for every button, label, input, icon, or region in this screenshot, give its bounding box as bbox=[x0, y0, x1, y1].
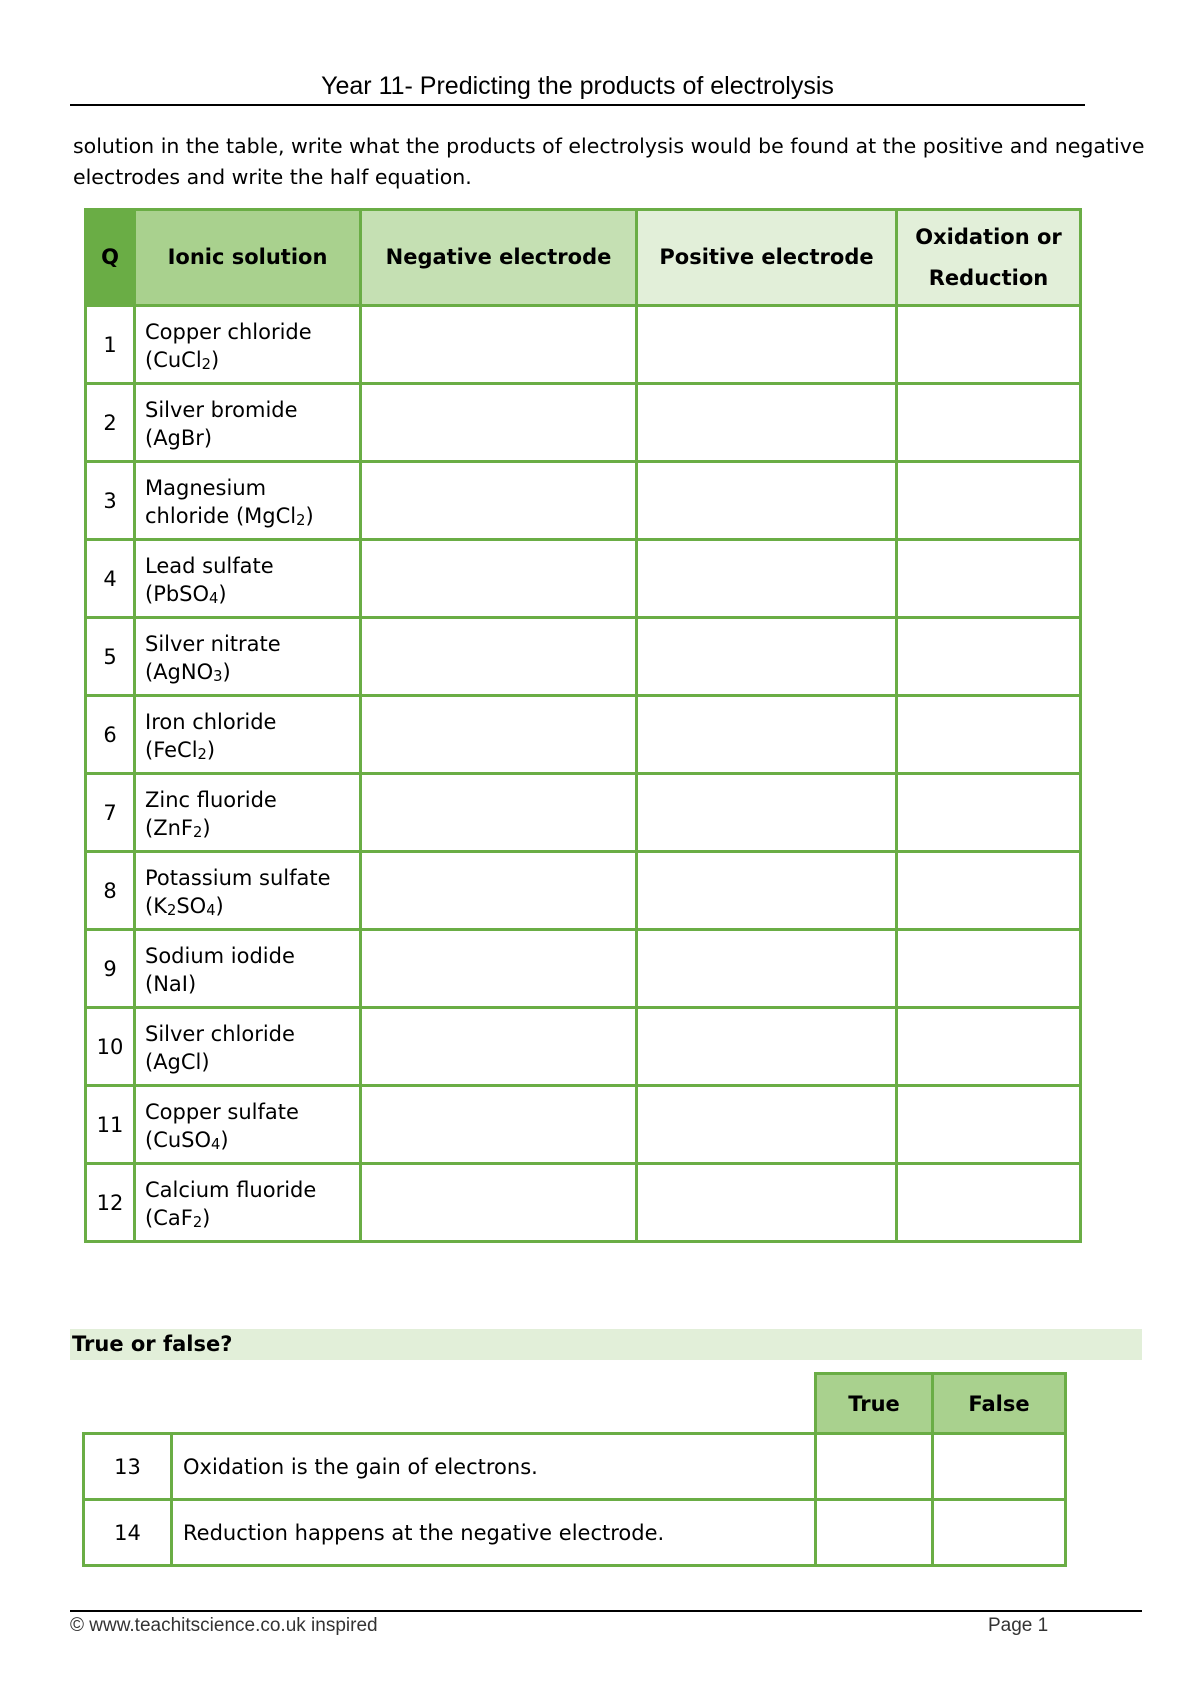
question-number: 9 bbox=[86, 930, 135, 1008]
ionic-solution-formula bbox=[145, 1048, 350, 1076]
tf-header-blank-q bbox=[84, 1374, 172, 1434]
formula-subscript: 4 bbox=[206, 901, 216, 919]
table-row bbox=[86, 774, 1081, 852]
ionic-solution-cell bbox=[135, 1008, 361, 1086]
question-number: 8 bbox=[86, 852, 135, 930]
table-row bbox=[86, 384, 1081, 462]
header-positive-electrode: Positive electrode bbox=[637, 210, 897, 306]
formula-subscript: 2 bbox=[166, 901, 177, 919]
positive-electrode-answer[interactable] bbox=[637, 696, 897, 774]
oxidation-reduction-answer[interactable] bbox=[897, 930, 1081, 1008]
ionic-solution-formula bbox=[145, 970, 350, 998]
compound-name: Silver chloride bbox=[145, 1021, 295, 1046]
question-number: 11 bbox=[86, 1086, 135, 1164]
formula-part: (ZnF bbox=[145, 815, 193, 840]
formula-part: (CaF bbox=[145, 1205, 193, 1230]
compound-name: Sodium iodide bbox=[145, 943, 295, 968]
false-answer-box[interactable] bbox=[933, 1434, 1066, 1500]
oxidation-reduction-answer[interactable] bbox=[897, 1008, 1081, 1086]
oxidation-reduction-answer[interactable] bbox=[897, 1164, 1081, 1242]
formula-part: (K bbox=[145, 893, 167, 918]
tf-header-false: False bbox=[933, 1374, 1066, 1434]
formula-part: ) bbox=[211, 347, 220, 372]
header-rule bbox=[70, 104, 1085, 106]
table-header-row bbox=[86, 210, 1081, 306]
question-number: 1 bbox=[86, 306, 135, 384]
positive-electrode-answer[interactable] bbox=[637, 1086, 897, 1164]
ionic-solution-name bbox=[145, 474, 350, 502]
ionic-solution-name bbox=[145, 708, 350, 736]
formula-subscript: 4 bbox=[211, 1135, 221, 1153]
compound-name-line2: chloride bbox=[145, 503, 230, 528]
positive-electrode-answer[interactable] bbox=[637, 384, 897, 462]
negative-electrode-answer[interactable] bbox=[361, 852, 637, 930]
true-answer-box[interactable] bbox=[816, 1500, 933, 1566]
question-number: 6 bbox=[86, 696, 135, 774]
ionic-solution-cell bbox=[135, 1164, 361, 1242]
ionic-solution-name bbox=[145, 396, 350, 424]
question-number: 5 bbox=[86, 618, 135, 696]
footer-page-number: Page 1 bbox=[988, 1615, 1049, 1636]
ionic-solution-cell bbox=[135, 852, 361, 930]
oxidation-reduction-answer[interactable] bbox=[897, 462, 1081, 540]
ionic-solution-name bbox=[145, 552, 350, 580]
formula-part: (AgBr) bbox=[145, 425, 213, 450]
ionic-solution-cell bbox=[135, 774, 361, 852]
formula-subscript: 4 bbox=[209, 589, 219, 607]
oxidation-reduction-answer[interactable] bbox=[897, 774, 1081, 852]
ionic-solution-cell bbox=[135, 1086, 361, 1164]
formula-part: (AgNO bbox=[145, 659, 214, 684]
table-row bbox=[86, 540, 1081, 618]
question-number: 10 bbox=[86, 1008, 135, 1086]
question-number: 13 bbox=[84, 1434, 172, 1500]
formula-part: ) bbox=[222, 659, 231, 684]
formula-subscript: 3 bbox=[213, 667, 223, 685]
table-row bbox=[86, 1164, 1081, 1242]
compound-name: Lead sulfate bbox=[145, 553, 274, 578]
table-row bbox=[86, 306, 1081, 384]
tf-row bbox=[84, 1500, 1066, 1566]
compound-name: Magnesium bbox=[145, 475, 267, 500]
instructions-text: solution in the table, write what the products of electrolysis would be found at the positive and negative electrodes and write the half equation. bbox=[73, 134, 1145, 189]
question-number: 2 bbox=[86, 384, 135, 462]
table-row bbox=[86, 930, 1081, 1008]
formula-subscript: 2 bbox=[296, 511, 306, 529]
negative-electrode-answer[interactable] bbox=[361, 930, 637, 1008]
formula-part: ) bbox=[202, 815, 211, 840]
compound-name: Calcium fluoride bbox=[145, 1177, 317, 1202]
table-row bbox=[86, 1008, 1081, 1086]
ionic-solution-cell bbox=[135, 306, 361, 384]
positive-electrode-answer[interactable] bbox=[637, 774, 897, 852]
statement-text: Oxidation is the gain of electrons. bbox=[172, 1434, 816, 1500]
tf-row bbox=[84, 1434, 1066, 1500]
formula-part: (FeCl bbox=[145, 737, 198, 762]
ionic-solution-name bbox=[145, 1176, 350, 1204]
oxidation-reduction-answer[interactable] bbox=[897, 1086, 1081, 1164]
ionic-solution-formula bbox=[145, 658, 350, 686]
table-row bbox=[86, 462, 1081, 540]
ionic-solution-cell bbox=[135, 930, 361, 1008]
ionic-solution-formula bbox=[145, 424, 350, 452]
positive-electrode-answer[interactable] bbox=[637, 462, 897, 540]
compound-name: Iron chloride bbox=[145, 709, 277, 734]
ionic-solution-cell bbox=[135, 696, 361, 774]
ionic-solution-formula bbox=[145, 814, 350, 842]
negative-electrode-answer[interactable] bbox=[361, 774, 637, 852]
tf-header-true: True bbox=[816, 1374, 933, 1434]
formula-part: (MgCl bbox=[235, 503, 297, 528]
positive-electrode-answer[interactable] bbox=[637, 930, 897, 1008]
tf-header-row bbox=[84, 1374, 1066, 1434]
ionic-solution-formula bbox=[145, 1126, 350, 1154]
formula-part: SO bbox=[176, 893, 207, 918]
compound-name: Potassium sulfate bbox=[145, 865, 331, 890]
negative-electrode-answer[interactable] bbox=[361, 540, 637, 618]
negative-electrode-answer[interactable] bbox=[361, 618, 637, 696]
positive-electrode-answer[interactable] bbox=[637, 306, 897, 384]
formula-part: (AgCl) bbox=[145, 1049, 210, 1074]
positive-electrode-answer[interactable] bbox=[637, 852, 897, 930]
formula-subscript: 2 bbox=[192, 1213, 203, 1231]
ionic-solution-name bbox=[145, 864, 350, 892]
formula-part: ) bbox=[215, 893, 224, 918]
formula-subscript: 2 bbox=[192, 823, 203, 841]
ionic-solution-cell bbox=[135, 618, 361, 696]
formula-part: (NaI) bbox=[145, 971, 197, 996]
oxidation-reduction-answer[interactable] bbox=[897, 618, 1081, 696]
negative-electrode-answer[interactable] bbox=[361, 384, 637, 462]
ionic-solution-formula bbox=[145, 1204, 350, 1232]
header-q: Q bbox=[86, 210, 135, 306]
compound-name: Silver nitrate bbox=[145, 631, 281, 656]
statement-text: Reduction happens at the negative electrode. bbox=[172, 1500, 816, 1566]
ionic-solution-formula bbox=[145, 892, 350, 920]
tf-header-blank-statement bbox=[172, 1374, 816, 1434]
true-false-heading: True or false? bbox=[70, 1329, 1142, 1360]
false-answer-box[interactable] bbox=[933, 1500, 1066, 1566]
true-false-table bbox=[82, 1372, 1067, 1567]
ionic-solution-name bbox=[145, 942, 350, 970]
compound-name: Copper sulfate bbox=[145, 1099, 299, 1124]
ionic-solution-name bbox=[145, 318, 350, 346]
formula-part: ) bbox=[206, 737, 216, 762]
question-number: 3 bbox=[86, 462, 135, 540]
compound-name: Silver bromide bbox=[145, 397, 298, 422]
ionic-solution-cell bbox=[135, 540, 361, 618]
positive-electrode-answer[interactable] bbox=[637, 1164, 897, 1242]
oxidation-reduction-answer[interactable] bbox=[897, 306, 1081, 384]
formula-part: ) bbox=[220, 1127, 229, 1152]
negative-electrode-answer[interactable] bbox=[361, 1086, 637, 1164]
footer-rule bbox=[70, 1610, 1142, 1612]
ionic-solution-name bbox=[145, 786, 350, 814]
oxidation-reduction-answer[interactable] bbox=[897, 384, 1081, 462]
header-negative-electrode: Negative electrode bbox=[361, 210, 637, 306]
question-number: 4 bbox=[86, 540, 135, 618]
formula-part: (CuSO bbox=[145, 1127, 212, 1152]
negative-electrode-answer[interactable] bbox=[361, 1008, 637, 1086]
compound-name: Zinc fluoride bbox=[145, 787, 277, 812]
oxidation-reduction-answer[interactable] bbox=[897, 852, 1081, 930]
ionic-solution-formula bbox=[145, 502, 350, 530]
oxidation-reduction-answer[interactable] bbox=[897, 696, 1081, 774]
ionic-solution-formula bbox=[145, 346, 350, 374]
formula-subscript: 2 bbox=[197, 745, 207, 763]
table-row bbox=[86, 696, 1081, 774]
ionic-solution-name bbox=[145, 630, 350, 658]
question-number: 12 bbox=[86, 1164, 135, 1242]
true-answer-box[interactable] bbox=[816, 1434, 933, 1500]
table-row bbox=[86, 1086, 1081, 1164]
formula-subscript: 2 bbox=[201, 355, 212, 373]
table-row bbox=[86, 852, 1081, 930]
table-row bbox=[86, 618, 1081, 696]
ionic-solution-formula bbox=[145, 580, 350, 608]
ionic-solution-cell bbox=[135, 384, 361, 462]
header-ionic-solution: Ionic solution bbox=[135, 210, 361, 306]
negative-electrode-answer[interactable] bbox=[361, 696, 637, 774]
ionic-solution-name bbox=[145, 1020, 350, 1048]
negative-electrode-answer[interactable] bbox=[361, 462, 637, 540]
oxidation-reduction-answer[interactable] bbox=[897, 540, 1081, 618]
formula-part: ) bbox=[218, 581, 227, 606]
formula-part: (CuCl bbox=[145, 347, 202, 372]
formula-part: ) bbox=[305, 503, 314, 528]
formula-part: (PbSO bbox=[145, 581, 210, 606]
question-number: 14 bbox=[84, 1500, 172, 1566]
negative-electrode-answer[interactable] bbox=[361, 1164, 637, 1242]
positive-electrode-answer[interactable] bbox=[637, 618, 897, 696]
question-number: 7 bbox=[86, 774, 135, 852]
positive-electrode-answer[interactable] bbox=[637, 540, 897, 618]
ionic-solution-cell bbox=[135, 462, 361, 540]
ionic-solution-formula bbox=[145, 736, 350, 764]
header-oxidation-or-reduction: Oxidation or Reduction bbox=[897, 210, 1081, 306]
footer-copyright: © www.teachitscience.co.uk inspired bbox=[70, 1615, 378, 1636]
ionic-solution-name bbox=[145, 1098, 350, 1126]
electrolysis-table bbox=[84, 208, 1082, 1243]
formula-part: ) bbox=[202, 1205, 211, 1230]
page-title: Year 11- Predicting the products of electrolysis bbox=[321, 72, 834, 100]
negative-electrode-answer[interactable] bbox=[361, 306, 637, 384]
positive-electrode-answer[interactable] bbox=[637, 1008, 897, 1086]
compound-name: Copper chloride bbox=[145, 319, 312, 344]
